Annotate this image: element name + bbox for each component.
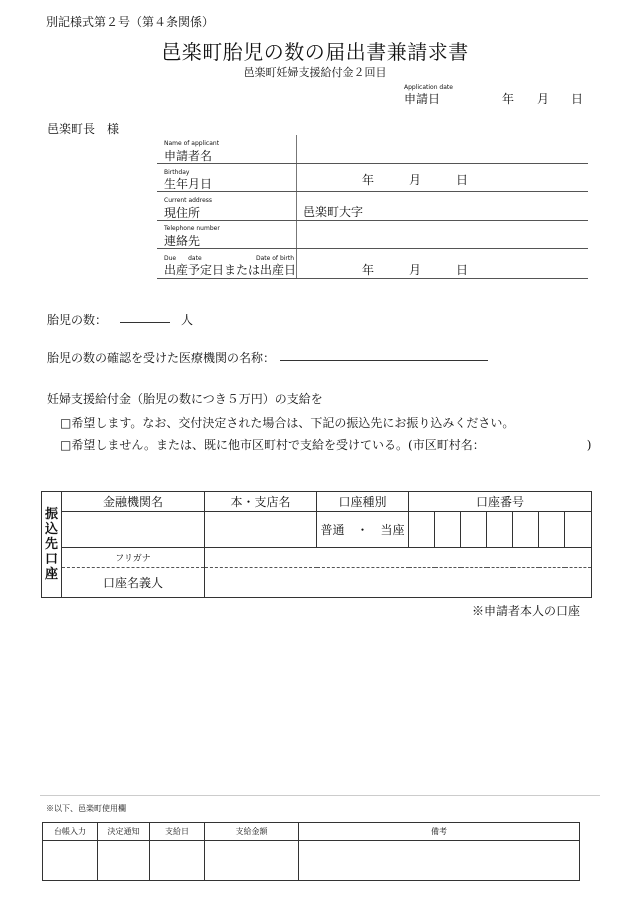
row-line [157, 220, 588, 221]
application-date-label: 申請日 [404, 92, 441, 106]
col-payment-date: 支給日 [150, 823, 205, 841]
account-digit[interactable] [409, 512, 435, 548]
application-day[interactable]: 日 [571, 92, 584, 106]
birthday-en: Birthday [164, 169, 190, 176]
due-date-label: 出産予定日または出産日 [164, 263, 297, 277]
application-month[interactable]: 月 [537, 92, 550, 106]
account-digit[interactable] [539, 512, 565, 548]
bank-side-label [42, 492, 62, 598]
due-year[interactable]: 年 [362, 263, 375, 277]
applicant-name-label: 申請者名 [164, 149, 213, 163]
fetus-count-field[interactable] [120, 322, 170, 323]
page-title: 邑楽町胎児の数の届出書兼請求書 [161, 40, 469, 64]
bank-note: ※申請者本人の口座 [472, 604, 581, 618]
col-account-type: 口座種別 [317, 492, 409, 512]
row-line [157, 163, 588, 164]
office-divider [40, 795, 600, 796]
row-line [157, 191, 588, 192]
furigana-label: フリガナ [62, 548, 205, 568]
due-month[interactable]: 月 [409, 263, 422, 277]
account-digit[interactable] [565, 512, 592, 548]
fetus-count-unit: 人 [181, 313, 194, 327]
col-ledger-input: 台帳入力 [43, 823, 98, 841]
institution-label: 胎児の数の確認を受けた医療機関の名称： [47, 351, 276, 365]
payment-intro: 妊婦支援給付金（胎児の数につき５万円）の支給を [47, 392, 323, 406]
account-type-field[interactable]: 普通 ・ 当座 [317, 512, 409, 548]
side-char: 口 [44, 552, 58, 567]
account-digit[interactable] [487, 512, 513, 548]
account-digit[interactable] [435, 512, 461, 548]
address-label: 現住所 [164, 206, 201, 220]
payment-option-no[interactable]: □希望しません。または、既に他市区町村で支給を受けている。(市区町村名： ) [60, 438, 592, 452]
fetus-count-label: 胎児の数： [47, 313, 108, 327]
phone-label: 連絡先 [164, 234, 201, 248]
birthday-month[interactable]: 月 [409, 173, 422, 187]
side-char: 込 [44, 522, 58, 537]
account-digit[interactable] [513, 512, 539, 548]
applicant-name-field[interactable] [300, 138, 585, 162]
phone-field[interactable] [300, 223, 585, 247]
address-field[interactable]: 邑楽町大字 [303, 205, 364, 219]
applicant-divider [296, 135, 297, 279]
institution-field[interactable] [280, 360, 488, 361]
col-account-number: 口座番号 [409, 492, 592, 512]
phone-en: Telephone number [164, 225, 220, 232]
branch-field[interactable] [205, 512, 317, 548]
furigana-field[interactable] [205, 548, 592, 568]
birthday-day[interactable]: 日 [456, 173, 469, 187]
form-number: 別記様式第２号（第４条関係） [46, 15, 215, 29]
row-line [157, 278, 588, 279]
col-decision-notice: 決定通知 [98, 823, 150, 841]
application-year[interactable]: 年 [502, 92, 515, 106]
bank-name-field[interactable] [62, 512, 205, 548]
office-note: ※以下、邑楽町使用欄 [46, 804, 126, 813]
col-branch: 本・支店名 [205, 492, 317, 512]
side-char: 先 [44, 537, 58, 552]
row-line [157, 248, 588, 249]
office-use-table [42, 822, 580, 881]
application-date-en: Application date [404, 84, 453, 91]
side-char: 振 [44, 507, 58, 522]
ledger-input-field[interactable] [43, 841, 98, 881]
due-date-en: Due date [164, 255, 202, 262]
decision-notice-field[interactable] [98, 841, 150, 881]
account-digit[interactable] [461, 512, 487, 548]
payment-amount-field[interactable] [205, 841, 299, 881]
address-en: Current address [164, 197, 213, 204]
addressee: 邑楽町長 様 [47, 122, 120, 136]
col-bank-name: 金融機関名 [62, 492, 205, 512]
side-char: 座 [44, 567, 58, 582]
birthday-year[interactable]: 年 [362, 173, 375, 187]
page-subtitle: 邑楽町妊婦支援給付金２回目 [243, 66, 387, 79]
bank-account-table [41, 491, 592, 598]
due-day[interactable]: 日 [456, 263, 469, 277]
payment-option-yes[interactable]: □希望します。なお、交付決定された場合は、下記の振込先にお振り込みください。 [60, 416, 515, 430]
remarks-field[interactable] [299, 841, 580, 881]
birth-date-en: Date of birth [256, 255, 295, 262]
col-payment-amount: 支給金額 [205, 823, 299, 841]
holder-field[interactable] [205, 568, 592, 598]
col-remarks: 備考 [299, 823, 580, 841]
payment-date-field[interactable] [150, 841, 205, 881]
applicant-name-en: Name of applicant [164, 140, 220, 147]
birthday-label: 生年月日 [164, 177, 213, 191]
holder-label: 口座名義人 [62, 568, 205, 598]
